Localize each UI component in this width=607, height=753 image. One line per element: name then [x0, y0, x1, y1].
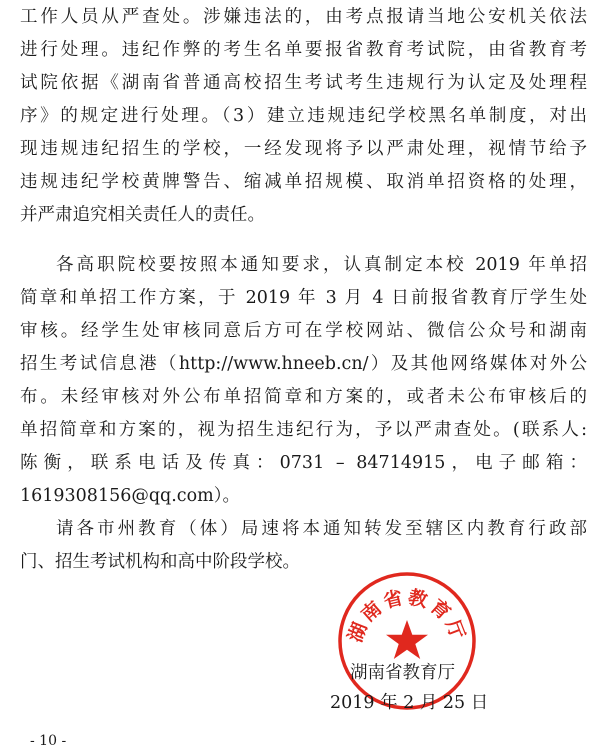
p2-line-2: 简章和单招工作方案，于 2019 年 3 月 4 日前报省教育厅学生处	[20, 288, 587, 308]
p2-line-1: 各高职院校要按照本通知要求，认真制定本校 2019 年单招	[56, 255, 587, 275]
seal-star-icon	[386, 620, 428, 659]
p1-line-5: 现违规违纪招生的学校，一经发现将予以严肃处理，视情节给予	[20, 139, 587, 159]
signature-date: 2019 年 2 月 25 日	[330, 693, 489, 713]
page-number: - 10 -	[30, 733, 67, 749]
p2-line-6: 单招简章和方案的，视为招生违纪行为，予以严肃查处。(联系人:	[20, 420, 587, 440]
p1-line-2: 进行处理。违纪作弊的考生名单要报省教育考试院，由省教育考	[20, 40, 587, 60]
p1-line-7: 并严肃追究相关责任人的责任。	[20, 205, 265, 225]
p1-line-1: 工作人员从严查处。涉嫌违法的，由考点报请当地公安机关依法	[20, 7, 587, 27]
official-seal	[336, 570, 478, 712]
p1-line-3: 试院依据《湖南省普通高校招生考试考生违规行为认定及处理程	[20, 73, 587, 93]
signature-org: 湖南省教育厅	[350, 663, 455, 683]
p2-line-4: 招生考试信息港（http://www.hneeb.cn/）及其他网络媒体对外公	[20, 354, 587, 374]
p3-line-2: 门、招生考试机构和高中阶段学校。	[20, 552, 300, 572]
p3-line-1: 请各市州教育（体）局速将本通知转发至辖区内教育行政部	[56, 519, 587, 539]
p1-line-6: 违规违纪学校黄牌警告、缩减单招规模、取消单招资格的处理，	[20, 172, 587, 192]
p2-line-8: 1619308156@qq.com）。	[20, 486, 240, 506]
p2-line-5: 布。未经审核对外公布单招简章和方案的，或者未公布审核后的	[20, 387, 587, 407]
p1-line-4: 序》的规定进行处理。（3）建立违规违纪学校黑名单制度，对出	[20, 106, 587, 126]
p2-line-3: 审核。经学生处审核同意后方可在学校网站、微信公众号和湖南	[20, 321, 587, 341]
p2-line-7: 陈衡，联系电话及传真：0731 – 84714915，电子邮箱：	[20, 453, 587, 473]
seal-text: 湖南省教育厅	[344, 586, 470, 646]
